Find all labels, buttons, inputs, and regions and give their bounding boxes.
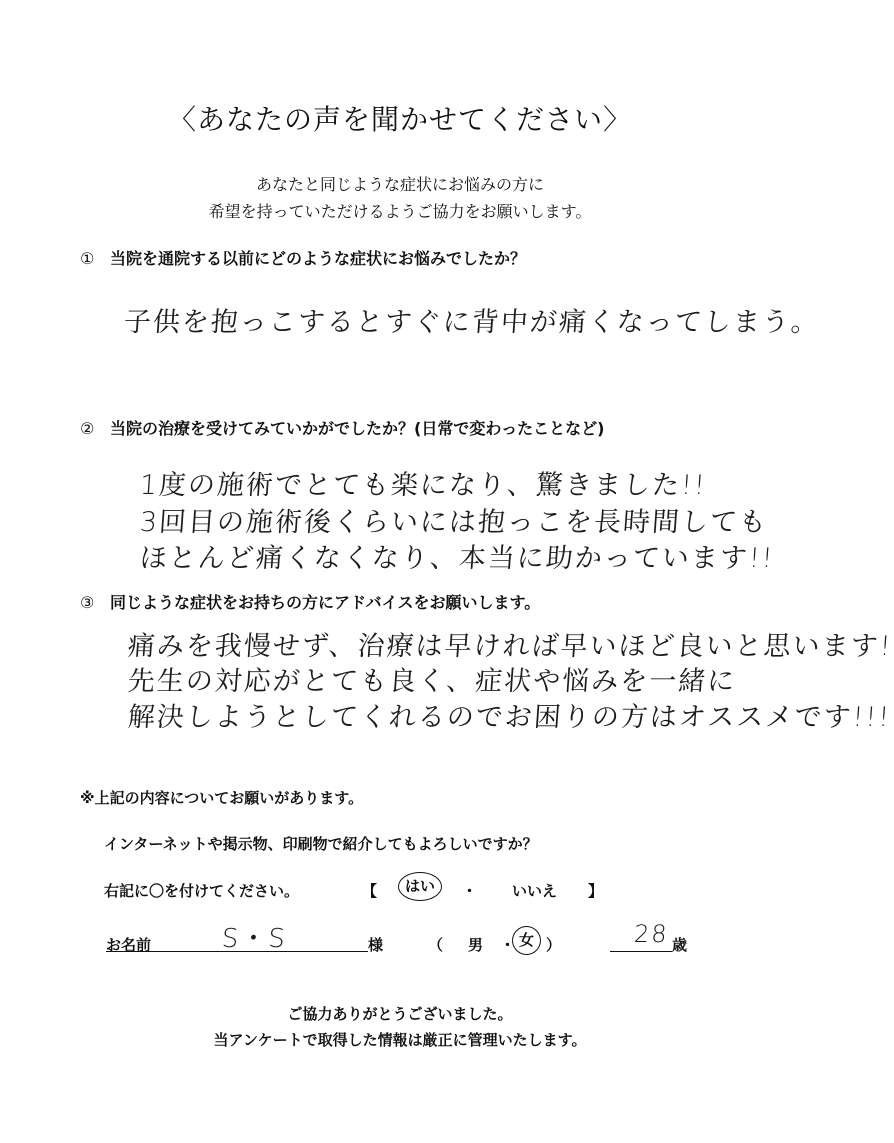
request-note: ※上記の内容についてお願いがあります。 bbox=[80, 789, 364, 807]
footer-line-1: ご協力ありがとうございました。 bbox=[287, 1005, 513, 1023]
bracket-close: 】 bbox=[588, 882, 604, 900]
name-label: お名前 bbox=[106, 936, 152, 954]
gender-paren-close: ） bbox=[546, 936, 562, 954]
age-underline bbox=[610, 951, 672, 952]
answer-2-line-3: ほとんど痛くなくなり、本当に助かっています!! bbox=[138, 543, 776, 574]
gender-separator: ・ bbox=[500, 936, 516, 954]
age-value[interactable]: 28 bbox=[633, 920, 670, 948]
question-2 bbox=[80, 416, 604, 439]
gender-female-label: 女 bbox=[512, 926, 541, 955]
question-2-text: 当院の治療を受けてみていかがでしたか？(日常で変わったことなど) bbox=[110, 419, 605, 438]
footer-line-2: 当アンケートで取得した情報は厳正に管理いたします。 bbox=[213, 1031, 587, 1049]
permission-question: インターネットや掲示物、印刷物で紹介してもよろしいですか？ bbox=[104, 835, 538, 853]
option-separator: ・ bbox=[462, 882, 478, 900]
option-no[interactable]: いいえ bbox=[512, 882, 558, 900]
question-3-text: 同じような症状をお持ちの方にアドバイスをお願いします。 bbox=[110, 593, 541, 612]
age-label: 歳 bbox=[672, 936, 688, 954]
question-3 bbox=[80, 590, 540, 613]
question-3-number: ③ bbox=[80, 593, 95, 612]
question-1-text: 当院を通院する以前にどのような症状にお悩みでしたか？ bbox=[110, 249, 527, 268]
answer-1-line-1: 子供を抱っこするとすぐに背中が痛くなってしまう。 bbox=[122, 307, 821, 338]
question-2-number: ② bbox=[80, 419, 95, 438]
answer-3-line-2: 先生の対応がとても良く、症状や悩みを一緒に bbox=[126, 666, 738, 697]
gender-male[interactable]: 男 bbox=[468, 936, 484, 954]
permission-instruction: 右記に〇を付けてください。 bbox=[104, 882, 300, 900]
answer-3-line-1: 痛みを我慢せず、治療は早ければ早いほど良いと思います! bbox=[126, 631, 894, 662]
intro-line-2: 希望を持っていただけるようご協力をお願いします。 bbox=[208, 202, 592, 221]
intro-line-1: あなたと同じような症状にお悩みの方に bbox=[255, 175, 544, 194]
question-1 bbox=[80, 246, 526, 269]
answer-2-line-2: 3回目の施術後くらいには抱っこを長時間しても bbox=[138, 507, 770, 538]
honorific: 様 bbox=[368, 936, 384, 954]
gender-female[interactable] bbox=[512, 926, 541, 955]
answer-3-line-3: 解決しようとしてくれるのでお困りの方はオススメです!!! bbox=[126, 702, 893, 733]
bracket-open: 【 bbox=[362, 882, 378, 900]
gender-paren-open: （ bbox=[428, 936, 444, 954]
name-value[interactable]: S・S bbox=[220, 924, 288, 954]
option-yes-label: はい bbox=[398, 872, 442, 901]
page-title: 〈あなたの声を聞かせてください〉 bbox=[167, 103, 632, 136]
option-yes[interactable] bbox=[398, 872, 442, 901]
question-1-number: ① bbox=[80, 249, 95, 268]
answer-2-line-1: 1度の施術でとても楽になり、驚きました!! bbox=[138, 470, 708, 501]
